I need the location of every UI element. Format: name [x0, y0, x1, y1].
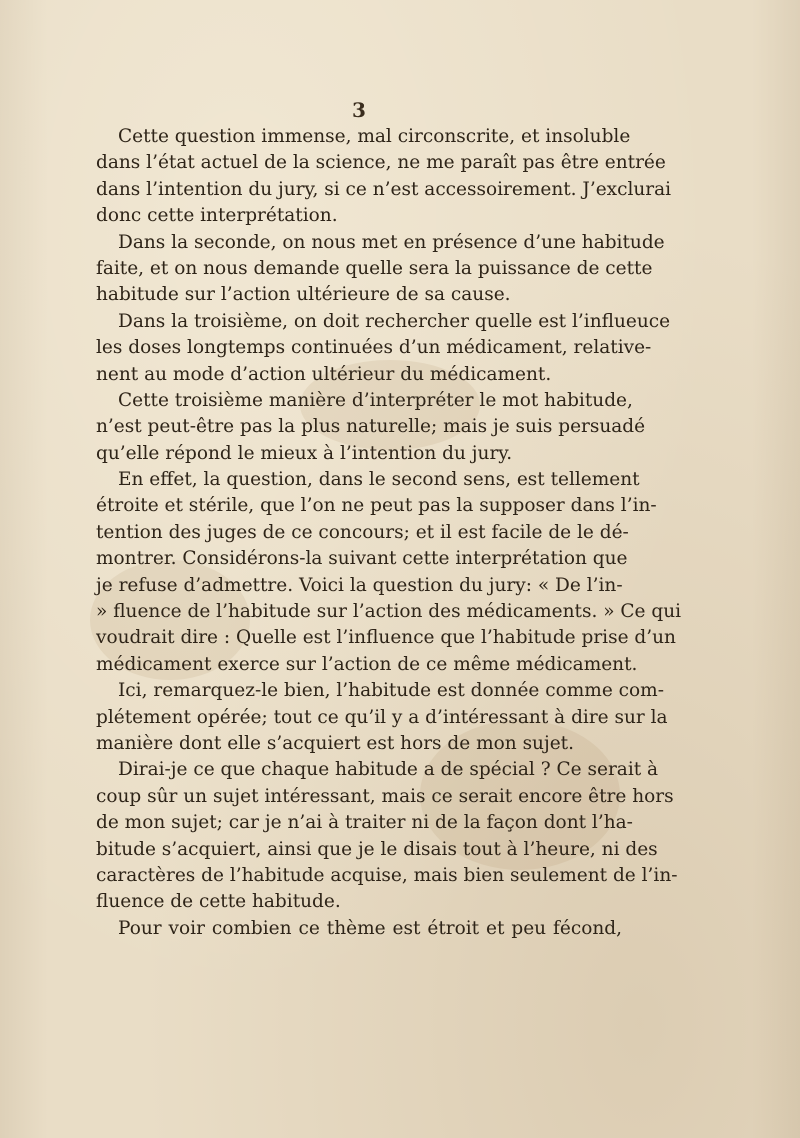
page-number: 3 [352, 98, 366, 122]
text-line: plétement opérée; tout ce qu’il y a d’intéressant à dire sur la [96, 706, 668, 728]
text-line: Pour voir combien ce thème est étroit et peu fécond, [118, 917, 622, 939]
text-line: dans l’intention du jury, si ce n’est accessoirement. J’exclurai [96, 178, 672, 200]
text-line: qu’elle répond le mieux à l’intention du jury. [96, 442, 513, 464]
text-line: Dirai-je ce que chaque habitude a de spécial ? Ce serait à [118, 759, 659, 781]
text-line: donc cette interprétation. [96, 205, 338, 227]
text-line: voudrait dire : Quelle est l’influence que l’habitude prise d’un [96, 627, 676, 649]
text-line: Ici, remarquez-le bien, l’habitude est donnée comme com- [118, 680, 664, 702]
text-line: » fluence de l’habitude sur l’action des médicaments. » Ce qui [96, 601, 682, 623]
text-line: tention des juges de ce concours; et il est facile de le dé- [96, 521, 629, 543]
text-line: Cette question immense, mal circonscrite, et insoluble [118, 126, 631, 147]
text-line: coup sûr un sujet intéressant, mais ce serait encore être hors [96, 785, 674, 807]
text-line: Dans la seconde, on nous met en présence d’une habitude [118, 231, 665, 253]
text-line: fluence de cette habitude. [96, 891, 341, 913]
text-line: bitude s’acquiert, ainsi que je le disais tout à l’heure, ni des [96, 838, 658, 860]
text-line: les doses longtemps continuées d’un médicament, relative- [96, 337, 652, 359]
text-line: étroite et stérile, que l’on ne peut pas la supposer dans l’in- [96, 495, 657, 517]
body-text [96, 124, 682, 942]
text-line: de mon sujet; car je n’ai à traiter ni de la façon dont l’ha- [96, 812, 633, 834]
text-line: nent au mode d’action ultérieur du médicament. [96, 363, 552, 385]
text-line: je refuse d’admettre. Voici la question du jury: « De l’in- [96, 574, 623, 596]
text-line: Cette troisième manière d’interpréter le mot habitude, [118, 389, 633, 411]
text-line: Dans la troisième, on doit rechercher quelle est l’influeuce [118, 310, 671, 332]
text-line: dans l’état actuel de la science, ne me paraît pas être entrée [96, 152, 666, 174]
text-line: n’est peut-être pas la plus naturelle; mais je suis persuadé [96, 416, 646, 438]
text-line: médicament exerce sur l’action de ce même médicament. [96, 653, 638, 675]
text-line: manière dont elle s’acquiert est hors de mon sujet. [96, 732, 574, 754]
text-line: faite, et on nous demande quelle sera la puissance de cette [96, 257, 653, 279]
text-line: En effet, la question, dans le second sens, est tellement [118, 469, 640, 491]
text-line: habitude sur l’action ultérieure de sa cause. [96, 284, 511, 306]
text-line: montrer. Considérons-la suivant cette interprétation que [96, 548, 628, 570]
text-line: caractères de l’habitude acquise, mais bien seulement de l’in- [96, 864, 678, 886]
